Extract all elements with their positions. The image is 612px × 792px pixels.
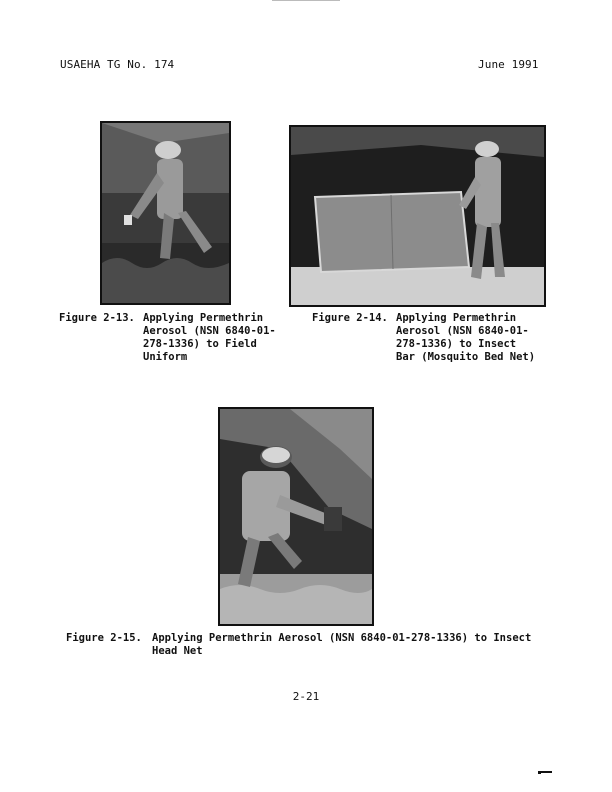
figure-2-14-caption (312, 312, 552, 368)
page-number: 2-21 (292, 690, 320, 703)
document-id: USAEHA TG No. 174 (60, 58, 175, 71)
figure-2-13-caption (59, 312, 289, 368)
figure-2-15-label: Figure 2-15. (66, 632, 142, 644)
figure-2-13-caption-text: Applying Permethrin Aerosol (NSN 6840-01- 278-1336) to Field Uniform (143, 312, 276, 363)
figure-2-14-caption-text: Applying Permethrin Aerosol (NSN 6840-01- 278-1336) to Insect Bar (Mosquito Bed Net) (396, 312, 536, 363)
figure-2-13-photo (100, 121, 231, 305)
figure-2-14-label: Figure 2-14. (312, 312, 388, 324)
scan-top-mark (272, 0, 340, 1)
figure-2-13-label: Figure 2-13. (59, 312, 135, 324)
figure-2-14-photo (289, 125, 546, 307)
document-date: June 1991 (478, 58, 539, 71)
corner-mark (538, 770, 552, 774)
figure-2-15-photo (218, 407, 374, 626)
figure-2-15-caption-text: Applying Permethrin Aerosol (NSN 6840-01-278-1336) to Insect Head Net (152, 632, 532, 657)
figure-2-15-caption (66, 632, 546, 660)
